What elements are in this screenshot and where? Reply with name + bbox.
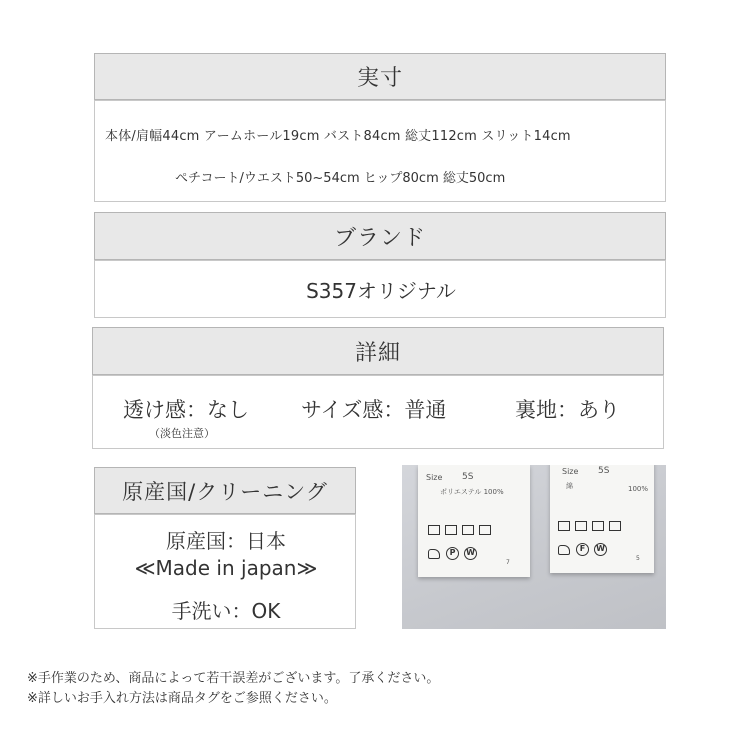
brand-section-header bbox=[94, 212, 666, 260]
iron-icon bbox=[558, 545, 570, 555]
detail-section-body bbox=[92, 375, 664, 449]
size-section-title: 実寸 bbox=[356, 66, 403, 91]
origin-made-in: ≪Made in japan≫ bbox=[134, 556, 318, 580]
hand-wash-value: 手洗い：OK bbox=[171, 599, 281, 623]
origin-section-header bbox=[94, 467, 356, 514]
brand-value: S357オリジナル bbox=[306, 279, 456, 303]
size-section-body bbox=[94, 100, 666, 202]
brand-section-title: ブランド bbox=[333, 225, 426, 251]
care-labels-photo bbox=[402, 465, 666, 629]
size-line-petticoat: ペチコート/ウエスト50~54cm ヒップ80cm 総丈50cm bbox=[175, 171, 506, 186]
lining-value: 裏地：あり bbox=[515, 398, 620, 422]
no-bleach-icon bbox=[445, 525, 457, 535]
origin-country: 原産国：日本 bbox=[166, 529, 286, 553]
detail-section-title: 詳細 bbox=[354, 340, 401, 366]
drip-dry-icon bbox=[479, 525, 491, 535]
origin-section-body bbox=[94, 514, 356, 629]
tag-left-number: 7 bbox=[506, 559, 510, 566]
see-through-note: （淡色注意） bbox=[149, 427, 215, 440]
size-line-body: 本体/肩幅44cm アームホール19cm バスト84cm 総丈112cm スリット14cm bbox=[105, 129, 571, 144]
wash-tub-icon bbox=[558, 521, 570, 531]
dry-clean-p-icon: P bbox=[446, 547, 459, 560]
note-handmade: ※手作業のため、商品によって若干誤差がございます。了承ください。 bbox=[27, 671, 440, 686]
tag-left-size-value: 5S bbox=[462, 472, 474, 482]
care-tag-left bbox=[418, 465, 530, 577]
see-through-value: 透け感：なし bbox=[123, 398, 249, 422]
tag-right-percent: 100% bbox=[628, 485, 649, 493]
tag-left-size-label: Size bbox=[426, 473, 443, 482]
dry-clean-f-icon: F bbox=[576, 543, 589, 556]
origin-section-title: 原産国/クリーニング bbox=[122, 479, 328, 504]
brand-section-body bbox=[94, 260, 666, 318]
size-feel-value: サイズ感：普通 bbox=[301, 398, 447, 422]
detail-section-header bbox=[92, 327, 664, 375]
wet-clean-w-icon: W bbox=[464, 547, 477, 560]
size-section-header bbox=[94, 53, 666, 100]
tag-right-material: 綿 bbox=[566, 482, 573, 490]
tag-right-number: 5 bbox=[636, 555, 640, 562]
no-tumble-dry-icon bbox=[592, 521, 604, 531]
note-care-tag: ※詳しいお手入れ方法は商品タグをご参照ください。 bbox=[27, 691, 337, 706]
wash-tub-icon bbox=[428, 525, 440, 535]
iron-icon bbox=[428, 549, 440, 559]
care-tag-right bbox=[550, 465, 654, 573]
no-bleach-icon bbox=[575, 521, 587, 531]
tag-left-material: ポリエステル 100% bbox=[440, 488, 504, 496]
drip-dry-icon bbox=[609, 521, 621, 531]
tag-right-size-label: Size bbox=[562, 467, 579, 476]
no-tumble-dry-icon bbox=[462, 525, 474, 535]
tag-right-size-value: 5S bbox=[598, 466, 610, 476]
wet-clean-w-icon: W bbox=[594, 543, 607, 556]
